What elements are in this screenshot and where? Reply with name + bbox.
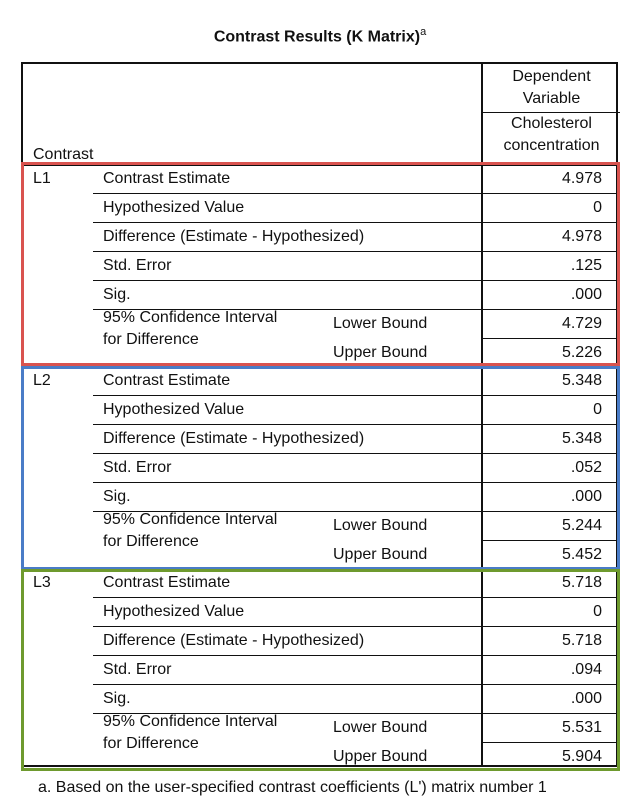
row-label-hypothesized: Hypothesized Value (103, 603, 245, 620)
value-cell-std-error: .125 (570, 257, 602, 274)
row-label-std-error: Std. Error (103, 257, 172, 274)
row-label-ci-line1: 95% Confidence Interval (103, 511, 278, 528)
row-label-std-error: Std. Error (103, 459, 172, 476)
dependent-variable-line2: Variable (522, 90, 581, 107)
dependent-variable-header (483, 66, 620, 110)
variable-name-line2: concentration (503, 137, 600, 154)
row-label-difference: Difference (Estimate - Hypothesized) (103, 632, 365, 649)
value-cell-estimate: 5.348 (561, 372, 602, 389)
value-cell-sig: .000 (570, 690, 602, 707)
value-cell-difference: 5.348 (561, 430, 602, 447)
row-label-difference: Difference (Estimate - Hypothesized) (103, 228, 365, 245)
row-divider (93, 453, 618, 454)
row-label-upper-bound: Upper Bound (333, 344, 428, 361)
row-label-ci-line2: for Difference (103, 533, 199, 550)
row-divider (93, 482, 618, 483)
row-divider (93, 280, 618, 281)
group-label-3: L3 (33, 574, 51, 591)
row-label-upper-bound: Upper Bound (333, 748, 428, 765)
table-title-text: Contrast Results (K Matrix) (213, 28, 421, 46)
header-right-cell (481, 64, 620, 164)
row-label-lower-bound: Lower Bound (333, 719, 428, 736)
value-cell-std-error: .052 (570, 459, 602, 476)
value-cell-upper-bound: 5.226 (561, 344, 602, 361)
table-title (0, 26, 640, 46)
value-cell-lower-bound: 5.244 (561, 517, 602, 534)
value-cell-estimate: 5.718 (561, 574, 602, 591)
value-cell-upper-bound: 5.452 (561, 546, 602, 563)
row-label-hypothesized: Hypothesized Value (103, 401, 245, 418)
row-label-ci-line1: 95% Confidence Interval (103, 309, 278, 326)
row-label-ci-line2: for Difference (103, 331, 199, 348)
contrast-column-header: Contrast (33, 146, 94, 163)
row-label-sig: Sig. (103, 488, 131, 505)
group-label-2: L2 (33, 372, 51, 389)
row-divider (93, 655, 618, 656)
row-label-estimate: Contrast Estimate (103, 170, 231, 187)
value-cell-hypothesized: 0 (593, 401, 602, 418)
title-footnote-marker: a (420, 26, 427, 38)
variable-name-header (483, 113, 620, 157)
row-label-estimate: Contrast Estimate (103, 372, 231, 389)
value-column-border (481, 164, 483, 767)
row-divider (93, 684, 618, 685)
row-label-estimate: Contrast Estimate (103, 574, 231, 591)
table-footnote: a. Based on the user-specified contrast coefficients (L') matrix number 1 (38, 779, 547, 796)
value-cell-std-error: .094 (570, 661, 602, 678)
value-cell-lower-bound: 4.729 (561, 315, 602, 332)
row-label-ci-line2: for Difference (103, 735, 199, 752)
group-label-1: L1 (33, 170, 51, 187)
bound-divider (483, 338, 618, 339)
value-cell-difference: 4.978 (561, 228, 602, 245)
row-label-std-error: Std. Error (103, 661, 172, 678)
row-label-hypothesized: Hypothesized Value (103, 199, 245, 216)
header-left-cell (23, 64, 481, 164)
row-label-sig: Sig. (103, 286, 131, 303)
contrast-results-table (21, 62, 618, 767)
row-label-lower-bound: Lower Bound (333, 315, 428, 332)
bound-divider (483, 742, 618, 743)
value-cell-difference: 5.718 (561, 632, 602, 649)
row-label-difference: Difference (Estimate - Hypothesized) (103, 430, 365, 447)
row-label-ci-line1: 95% Confidence Interval (103, 713, 278, 730)
value-cell-lower-bound: 5.531 (561, 719, 602, 736)
row-label-upper-bound: Upper Bound (333, 546, 428, 563)
value-cell-estimate: 4.978 (561, 170, 602, 187)
bound-divider (483, 540, 618, 541)
value-cell-sig: .000 (570, 488, 602, 505)
row-label-lower-bound: Lower Bound (333, 517, 428, 534)
row-label-sig: Sig. (103, 690, 131, 707)
variable-name-line1: Cholesterol (511, 115, 592, 132)
value-cell-sig: .000 (570, 286, 602, 303)
value-cell-upper-bound: 5.904 (561, 748, 602, 765)
value-cell-hypothesized: 0 (593, 603, 602, 620)
dependent-variable-line1: Dependent (512, 68, 591, 85)
row-divider (93, 251, 618, 252)
value-cell-hypothesized: 0 (593, 199, 602, 216)
